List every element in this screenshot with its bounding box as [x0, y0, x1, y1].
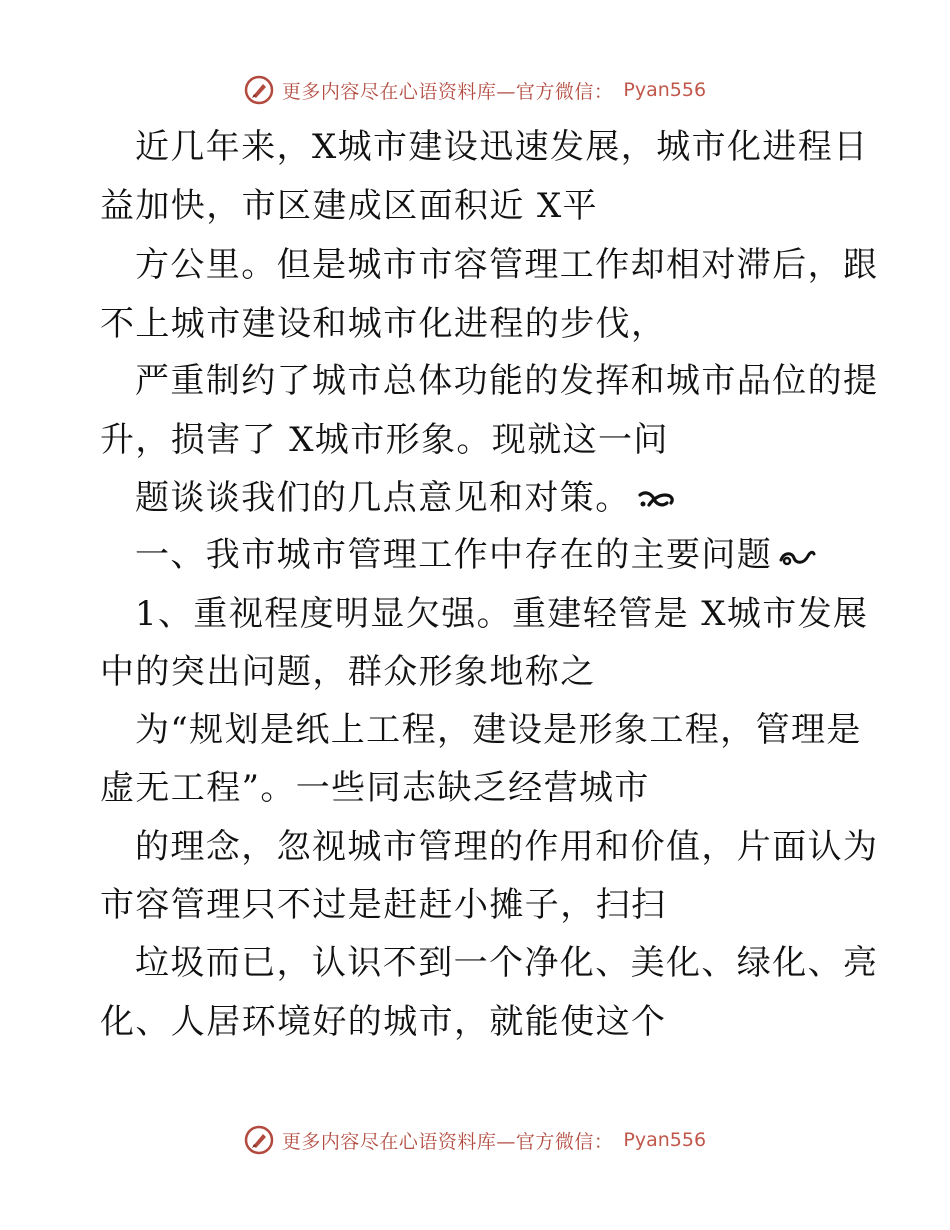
watermark-wechat-id: Pyan556	[623, 79, 707, 101]
paragraph-line: 方公里。但是城市市容管理工作却相对滞后，跟	[135, 245, 879, 285]
paragraph-line: 的理念，忽视城市管理的作用和价值，片面认为	[135, 827, 879, 867]
watermark-text: 更多内容尽在心语资料库—官方微信：	[281, 1130, 614, 1153]
paragraph-mark-icon	[637, 489, 677, 511]
footer-watermark	[0, 1120, 950, 1160]
paragraph-line-with-mark	[135, 478, 677, 518]
watermark-text: 更多内容尽在心语资料库—官方微信：	[281, 80, 614, 103]
section-heading: 一、我市城市管理工作中存在的主要问题	[135, 535, 773, 575]
paragraph-line: 1、重视程度明显欠强。重建轻管是 X城市发展	[135, 594, 869, 634]
paragraph-line: 益加快，市区建成区面积近 X平	[100, 186, 599, 226]
paragraph-line: 为“规划是纸上工程，建设是形象工程，管理是	[135, 710, 862, 750]
paragraph-line: 虚无工程”。一些同志缺乏经营城市	[100, 768, 650, 808]
paragraph-line: 化、人居环境好的城市，就能使这个	[100, 1002, 667, 1042]
section-heading-with-mark	[135, 535, 816, 575]
paragraph-line: 不上城市建设和城市化进程的步伐，	[100, 304, 667, 344]
paragraph-line: 中的突出问题，群众形象地称之	[100, 652, 596, 692]
paragraph-line: 垃圾而已，认识不到一个净化、美化、绿化、亮	[135, 943, 879, 983]
watermark-wechat-id: Pyan556	[623, 1129, 707, 1151]
paragraph-line: 严重制约了城市总体功能的发挥和城市品位的提	[135, 361, 879, 401]
paragraph-line: 市容管理只不过是赶赶小摊子，扫扫	[100, 885, 667, 925]
paragraph-text: 题谈谈我们的几点意见和对策。	[135, 478, 631, 518]
paragraph-line: 近几年来，X城市建设迅速发展，城市化进程日	[135, 127, 869, 167]
pen-logo-icon	[244, 1125, 274, 1155]
paragraph-line: 升，损害了 X城市形象。现就这一问	[100, 420, 669, 460]
paragraph-mark-icon	[778, 546, 816, 568]
